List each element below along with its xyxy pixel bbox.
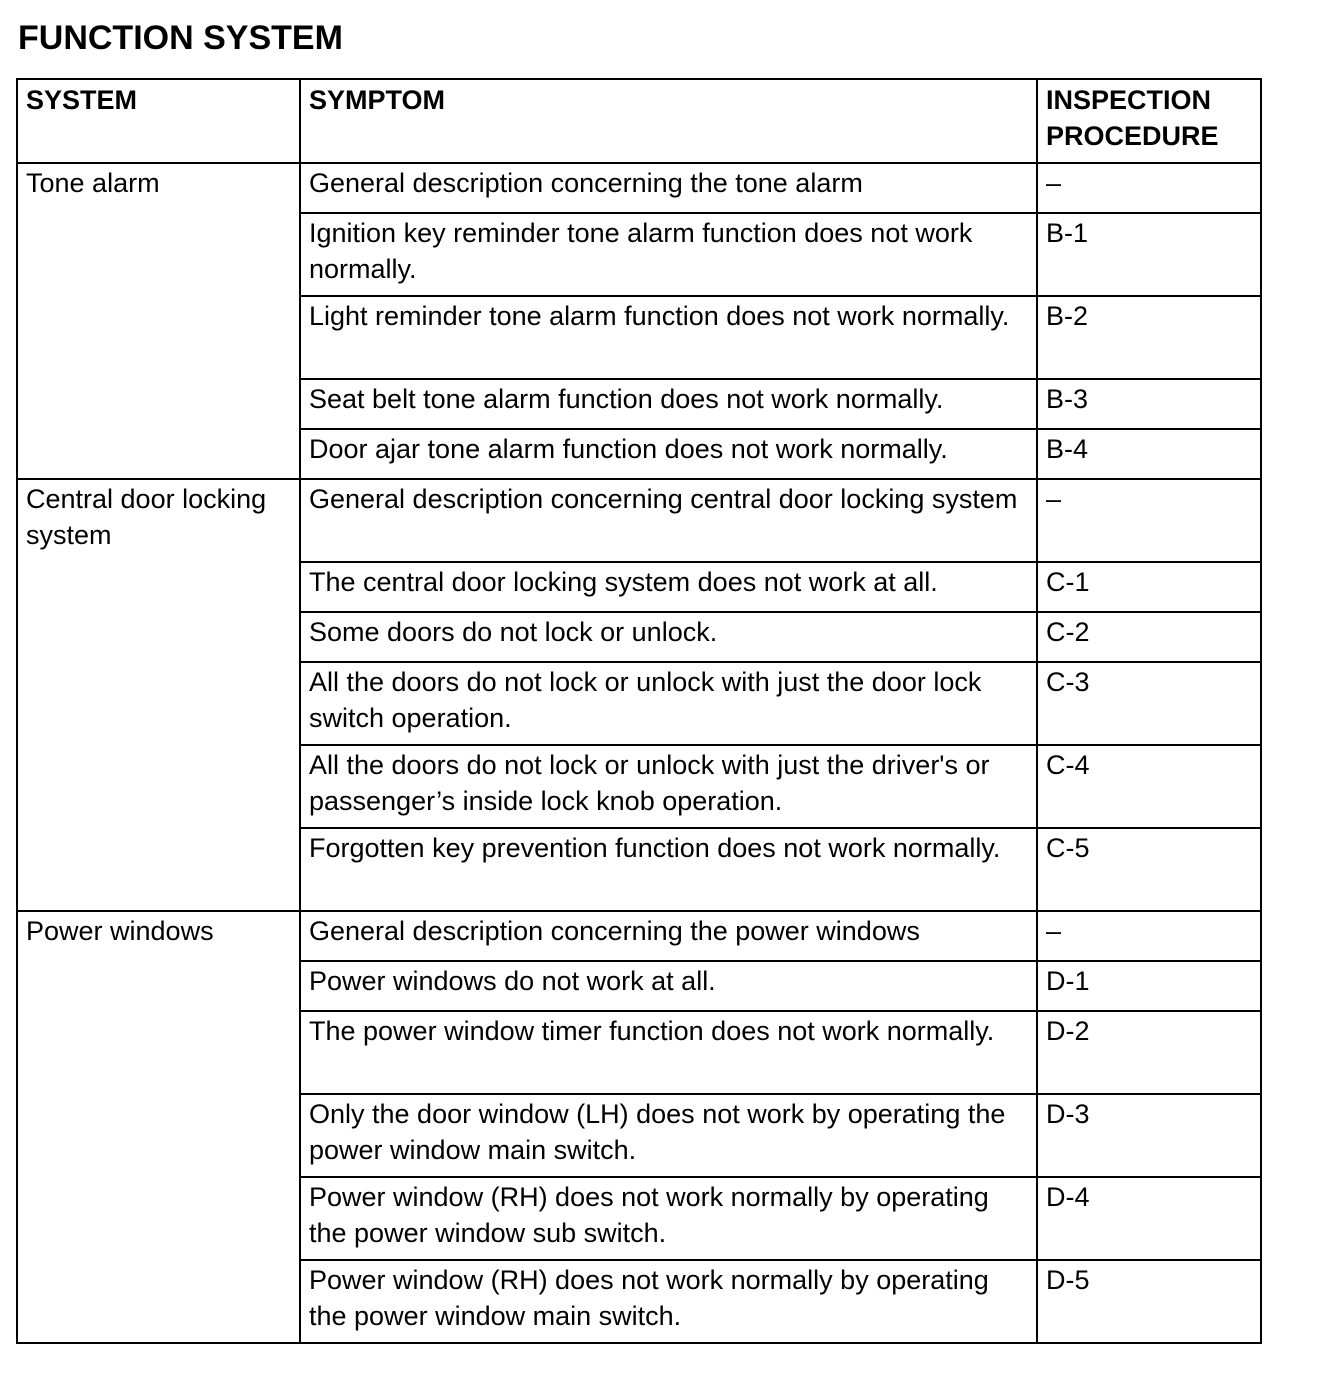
symptom-cell: Some doors do not lock or unlock. bbox=[300, 612, 1037, 662]
symptom-cell: The power window timer function does not work normally. bbox=[300, 1011, 1037, 1094]
procedure-cell: – bbox=[1037, 911, 1261, 961]
procedure-cell: D-4 bbox=[1037, 1177, 1261, 1260]
table-row bbox=[17, 911, 1261, 961]
procedure-cell: – bbox=[1037, 479, 1261, 562]
procedure-cell: D-3 bbox=[1037, 1094, 1261, 1177]
symptom-cell: Seat belt tone alarm function does not work normally. bbox=[300, 379, 1037, 429]
procedure-cell: B-3 bbox=[1037, 379, 1261, 429]
system-cell-tone-alarm: Tone alarm bbox=[17, 163, 300, 479]
header-symptom: SYMPTOM bbox=[300, 79, 1037, 163]
procedure-cell: D-1 bbox=[1037, 961, 1261, 1011]
procedure-cell: C-5 bbox=[1037, 828, 1261, 911]
symptom-cell: Ignition key reminder tone alarm function does not work normally. bbox=[300, 213, 1037, 296]
symptom-cell: Power windows do not work at all. bbox=[300, 961, 1037, 1011]
symptom-cell: The central door locking system does not work at all. bbox=[300, 562, 1037, 612]
symptom-cell: Forgotten key prevention function does not work normally. bbox=[300, 828, 1037, 911]
page-title: FUNCTION SYSTEM bbox=[18, 19, 343, 57]
header-inspection-procedure: INSPECTION PROCEDURE bbox=[1037, 79, 1261, 163]
symptom-cell: General description concerning central door locking system bbox=[300, 479, 1037, 562]
system-cell-power-windows: Power windows bbox=[17, 911, 300, 1343]
system-cell-central-door-locking: Central door locking system bbox=[17, 479, 300, 911]
table-row bbox=[17, 163, 1261, 213]
procedure-cell: C-2 bbox=[1037, 612, 1261, 662]
symptom-cell: Door ajar tone alarm function does not work normally. bbox=[300, 429, 1037, 479]
symptom-cell: Power window (RH) does not work normally by operating the power window sub switch. bbox=[300, 1177, 1037, 1260]
symptom-cell: Only the door window (LH) does not work by operating the power window main switch. bbox=[300, 1094, 1037, 1177]
procedure-cell: C-4 bbox=[1037, 745, 1261, 828]
symptom-cell: All the doors do not lock or unlock with just the driver's or passenger’s inside lock knob operation. bbox=[300, 745, 1037, 828]
table-row bbox=[17, 479, 1261, 562]
symptom-cell: General description concerning the power windows bbox=[300, 911, 1037, 961]
procedure-cell: C-3 bbox=[1037, 662, 1261, 745]
procedure-cell: B-4 bbox=[1037, 429, 1261, 479]
table-header-row bbox=[17, 79, 1261, 163]
symptom-cell: Power window (RH) does not work normally by operating the power window main switch. bbox=[300, 1260, 1037, 1343]
symptom-cell: All the doors do not lock or unlock with just the door lock switch operation. bbox=[300, 662, 1037, 745]
function-system-table bbox=[16, 78, 1262, 1344]
procedure-cell: C-1 bbox=[1037, 562, 1261, 612]
symptom-cell: General description concerning the tone alarm bbox=[300, 163, 1037, 213]
procedure-cell: B-2 bbox=[1037, 296, 1261, 379]
header-system: SYSTEM bbox=[17, 79, 300, 163]
procedure-cell: B-1 bbox=[1037, 213, 1261, 296]
symptom-cell: Light reminder tone alarm function does not work normally. bbox=[300, 296, 1037, 379]
procedure-cell: D-5 bbox=[1037, 1260, 1261, 1343]
procedure-cell: D-2 bbox=[1037, 1011, 1261, 1094]
procedure-cell: – bbox=[1037, 163, 1261, 213]
